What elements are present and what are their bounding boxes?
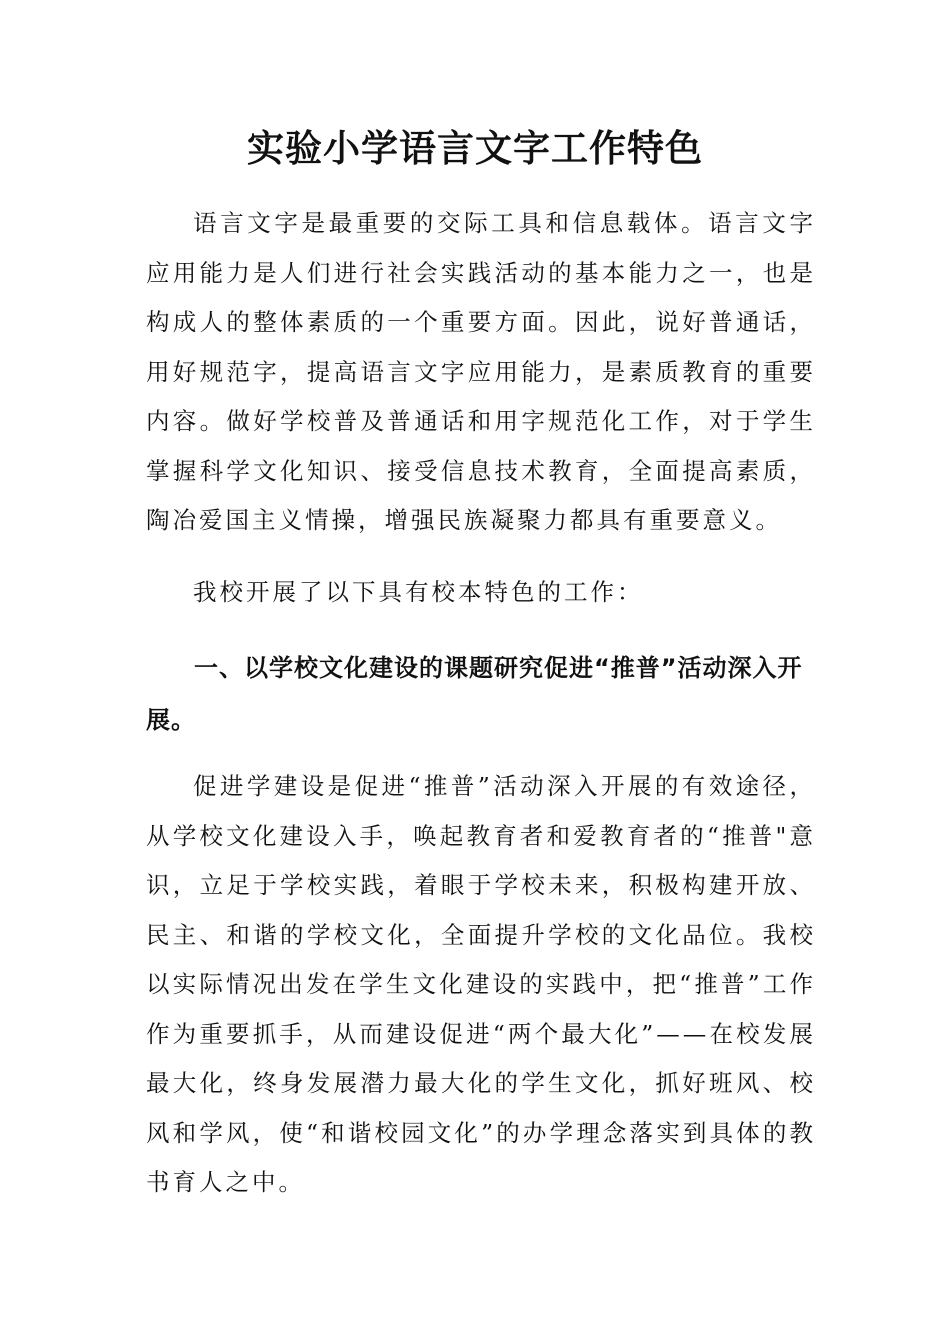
work-intro-paragraph: 我校开展了以下具有校本特色的工作： <box>193 578 644 606</box>
section-1-paragraph: 促进学建设是促进“推普”活动深入开展的有效途径，从学校文化建设入手，唤起教育者和爱教育者的“推普"意识，立足于学校实践，着眼于学校未来，积极构建开放、民主、和谐的学校文化，全面提升学校的文化品位。我校以实际情况出发在学生文化建设的实践中，把“推普”工作作为重要抓手，从而建设促进“两个最大化”——在校发展最大化，终身发展潜力最大化的学生文化，抓好班风、校风和学风，使“和谐校园文化”的办学理念落实到具体的教书育人之中。 <box>146 772 816 1196</box>
intro-paragraph: 语言文字是最重要的交际工具和信息载体。语言文字应用能力是人们进行社会实践活动的基本能力之一，也是构成人的整体素质的一个重要方面。因此，说好普通话，用好规范字，提高语言文字应用能力，是素质教育的重要内容。做好学校普及普通话和用字规范化工作，对于学生掌握科学文化知识、接受信息技术教育，全面提高素质，陶冶爱国主义情操，增强民族凝聚力都具有重要意义。 <box>146 209 816 534</box>
section-heading-1: 一、以学校文化建设的课题研究促进“推普”活动深入开展。 <box>146 654 803 734</box>
document-title: 实验小学语言文字工作特色 <box>247 126 703 170</box>
